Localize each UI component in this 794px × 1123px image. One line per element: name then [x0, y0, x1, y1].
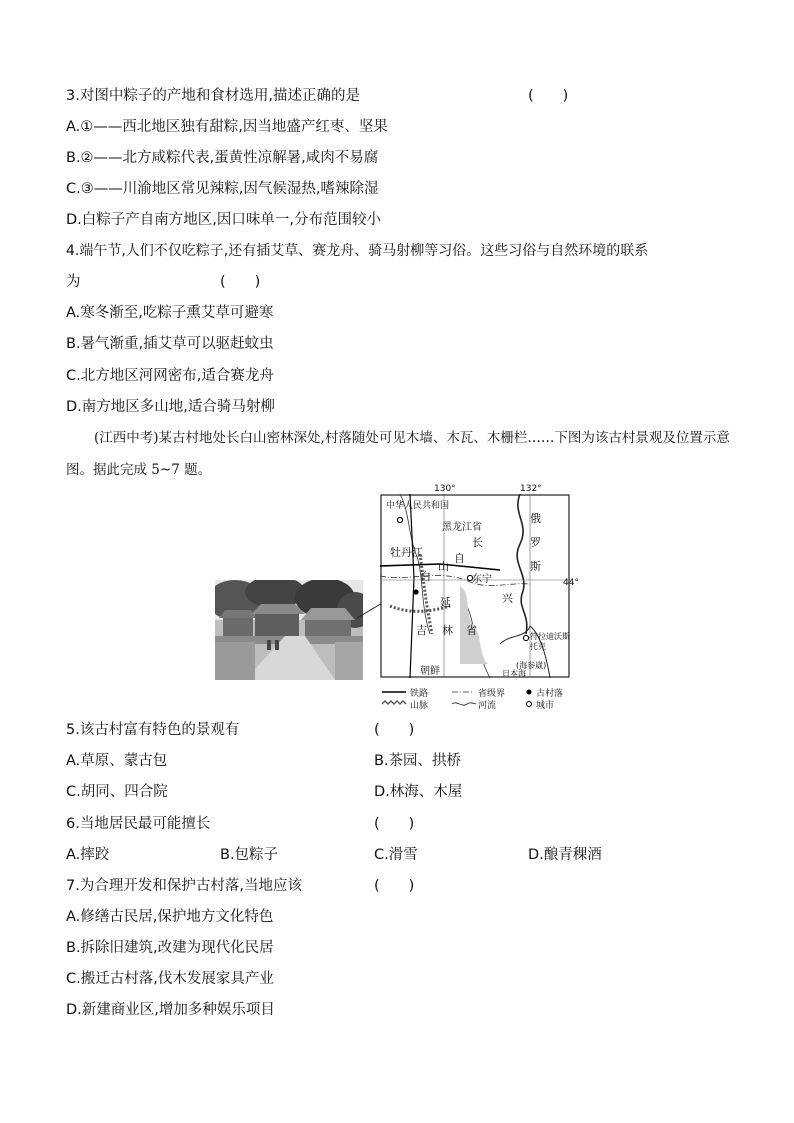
- legend-boundary: 省级界: [478, 689, 506, 699]
- question-6-answer-blank: ( ): [374, 816, 415, 832]
- question-7-option-c: C.搬迁古村落,伐木发展家具产业: [66, 971, 274, 987]
- question-5-option-a: A.草原、蒙古包: [66, 753, 168, 769]
- question-6-option-b: B.包粽子: [220, 847, 279, 863]
- question-3-option-c: C.③——川渝地区常见辣粽,因气候湿热,嗜辣除湿: [66, 181, 379, 197]
- question-7-option-a: A.修缮古民居,保护地方文化特色: [66, 909, 274, 925]
- map-legend: [382, 686, 582, 714]
- legend-mountain: 山脉: [410, 701, 429, 711]
- map-longitude-130: 130°: [434, 484, 456, 494]
- question-4-option-b: B.暑气渐重,插艾草可以驱赶蚊虫: [66, 336, 274, 352]
- map-label-russia-1: 俄: [530, 512, 541, 525]
- map-label-jilin-2: 林: [442, 624, 453, 637]
- question-6-option-a: A.摔跤: [66, 847, 110, 863]
- legend-city: 城市: [536, 701, 555, 711]
- question-5-option-c: C.胡同、四合院: [66, 784, 168, 800]
- question-3-answer-blank: ( ): [528, 88, 569, 104]
- map-label-yan: 延: [440, 596, 451, 609]
- map-label-russia-3: 斯: [530, 560, 541, 573]
- question-6-option-c: C.滑雪: [374, 847, 418, 863]
- question-7-answer-blank: ( ): [374, 878, 415, 894]
- map-label-shan: 山: [438, 560, 449, 573]
- question-7-option-b: B.拆除旧建筑,改建为现代化民居: [66, 940, 274, 956]
- map-latitude-44: 44°: [563, 578, 579, 588]
- question-7-stem: 7.为合理开发和保护古村落,当地应该: [66, 878, 302, 894]
- question-7-option-d: D.新建商业区,增加多种娱乐项目: [66, 1002, 275, 1018]
- question-5-answer-blank: ( ): [374, 722, 415, 738]
- question-5-option-d: D.林海、木屋: [374, 784, 463, 800]
- question-4-stem-cont: 为: [66, 274, 81, 290]
- location-map: [380, 484, 579, 678]
- question-3-stem: 3.对图中粽子的产地和食材选用,描述正确的是: [66, 88, 360, 104]
- map-label-jilin-3: 省: [466, 624, 477, 637]
- question-3-option-b: B.②——北方咸粽代表,蛋黄性凉解暑,咸肉不易腐: [66, 150, 379, 166]
- map-label-heilongjiang: 黑龙江省: [442, 522, 482, 533]
- map-label-korea: 朝鲜: [420, 666, 440, 677]
- map-label-russia-2: 罗: [530, 536, 541, 549]
- question-4-option-d: D.南方地区多山地,适合骑马射柳: [66, 399, 275, 415]
- question-5-option-b: B.茶园、拱桥: [374, 753, 462, 769]
- map-label-country: 中华人民共和国: [386, 501, 450, 511]
- question-4-option-c: C.北方地区河网密布,适合赛龙舟: [66, 368, 274, 384]
- question-3-option-a: A.①——西北地区独有甜粽,因当地盛产红枣、坚果: [66, 119, 388, 135]
- map-label-haishenwai: (海参崴): [516, 661, 547, 670]
- question-3-option-d: D.白粽子产自南方地区,因口味单一,分布范围较小: [66, 212, 381, 228]
- question-5-stem: 5.该古村富有特色的景观有: [66, 722, 240, 738]
- map-label-vladivostok: 符拉迪沃斯托克: [530, 632, 570, 651]
- passage-intro: (江西中考)某古村地处长白山密林深处,村落随处可见木墙、木瓦、木栅栏……下图为该古村景观及位置示意图。据此完成 5~7 题。: [66, 430, 730, 478]
- question-4-stem: 4.端午节,人们不仅吃粽子,还有插艾草、赛龙舟、骑马射柳等习俗。这些习俗与自然环境的联系: [66, 243, 649, 259]
- legend-railway: 铁路: [410, 689, 429, 699]
- map-longitude-132: 132°: [520, 484, 542, 494]
- map-label-jilin-1: 吉: [416, 624, 427, 637]
- question-4-option-a: A.寒冬渐至,吃粽子熏艾草可避寒: [66, 305, 274, 321]
- question-4-answer-blank: ( ): [220, 274, 261, 290]
- map-label-chang: 长: [472, 536, 483, 549]
- map-label-zi: 自: [454, 552, 465, 565]
- legend-village: 古村落: [536, 689, 564, 699]
- map-label-bai: 白: [420, 570, 431, 583]
- legend-river: 河流: [478, 701, 497, 711]
- question-6-option-d: D.酿青稞酒: [528, 847, 602, 863]
- map-label-xing: 兴: [502, 592, 513, 605]
- question-6-stem: 6.当地居民最可能擅长: [66, 816, 211, 832]
- map-label-dongning: 东宁: [472, 574, 492, 585]
- map-label-sea-of-japan: 日本海: [502, 669, 526, 678]
- village-photo: [215, 580, 363, 680]
- map-label-mudanjiang: 牡丹江: [390, 546, 423, 559]
